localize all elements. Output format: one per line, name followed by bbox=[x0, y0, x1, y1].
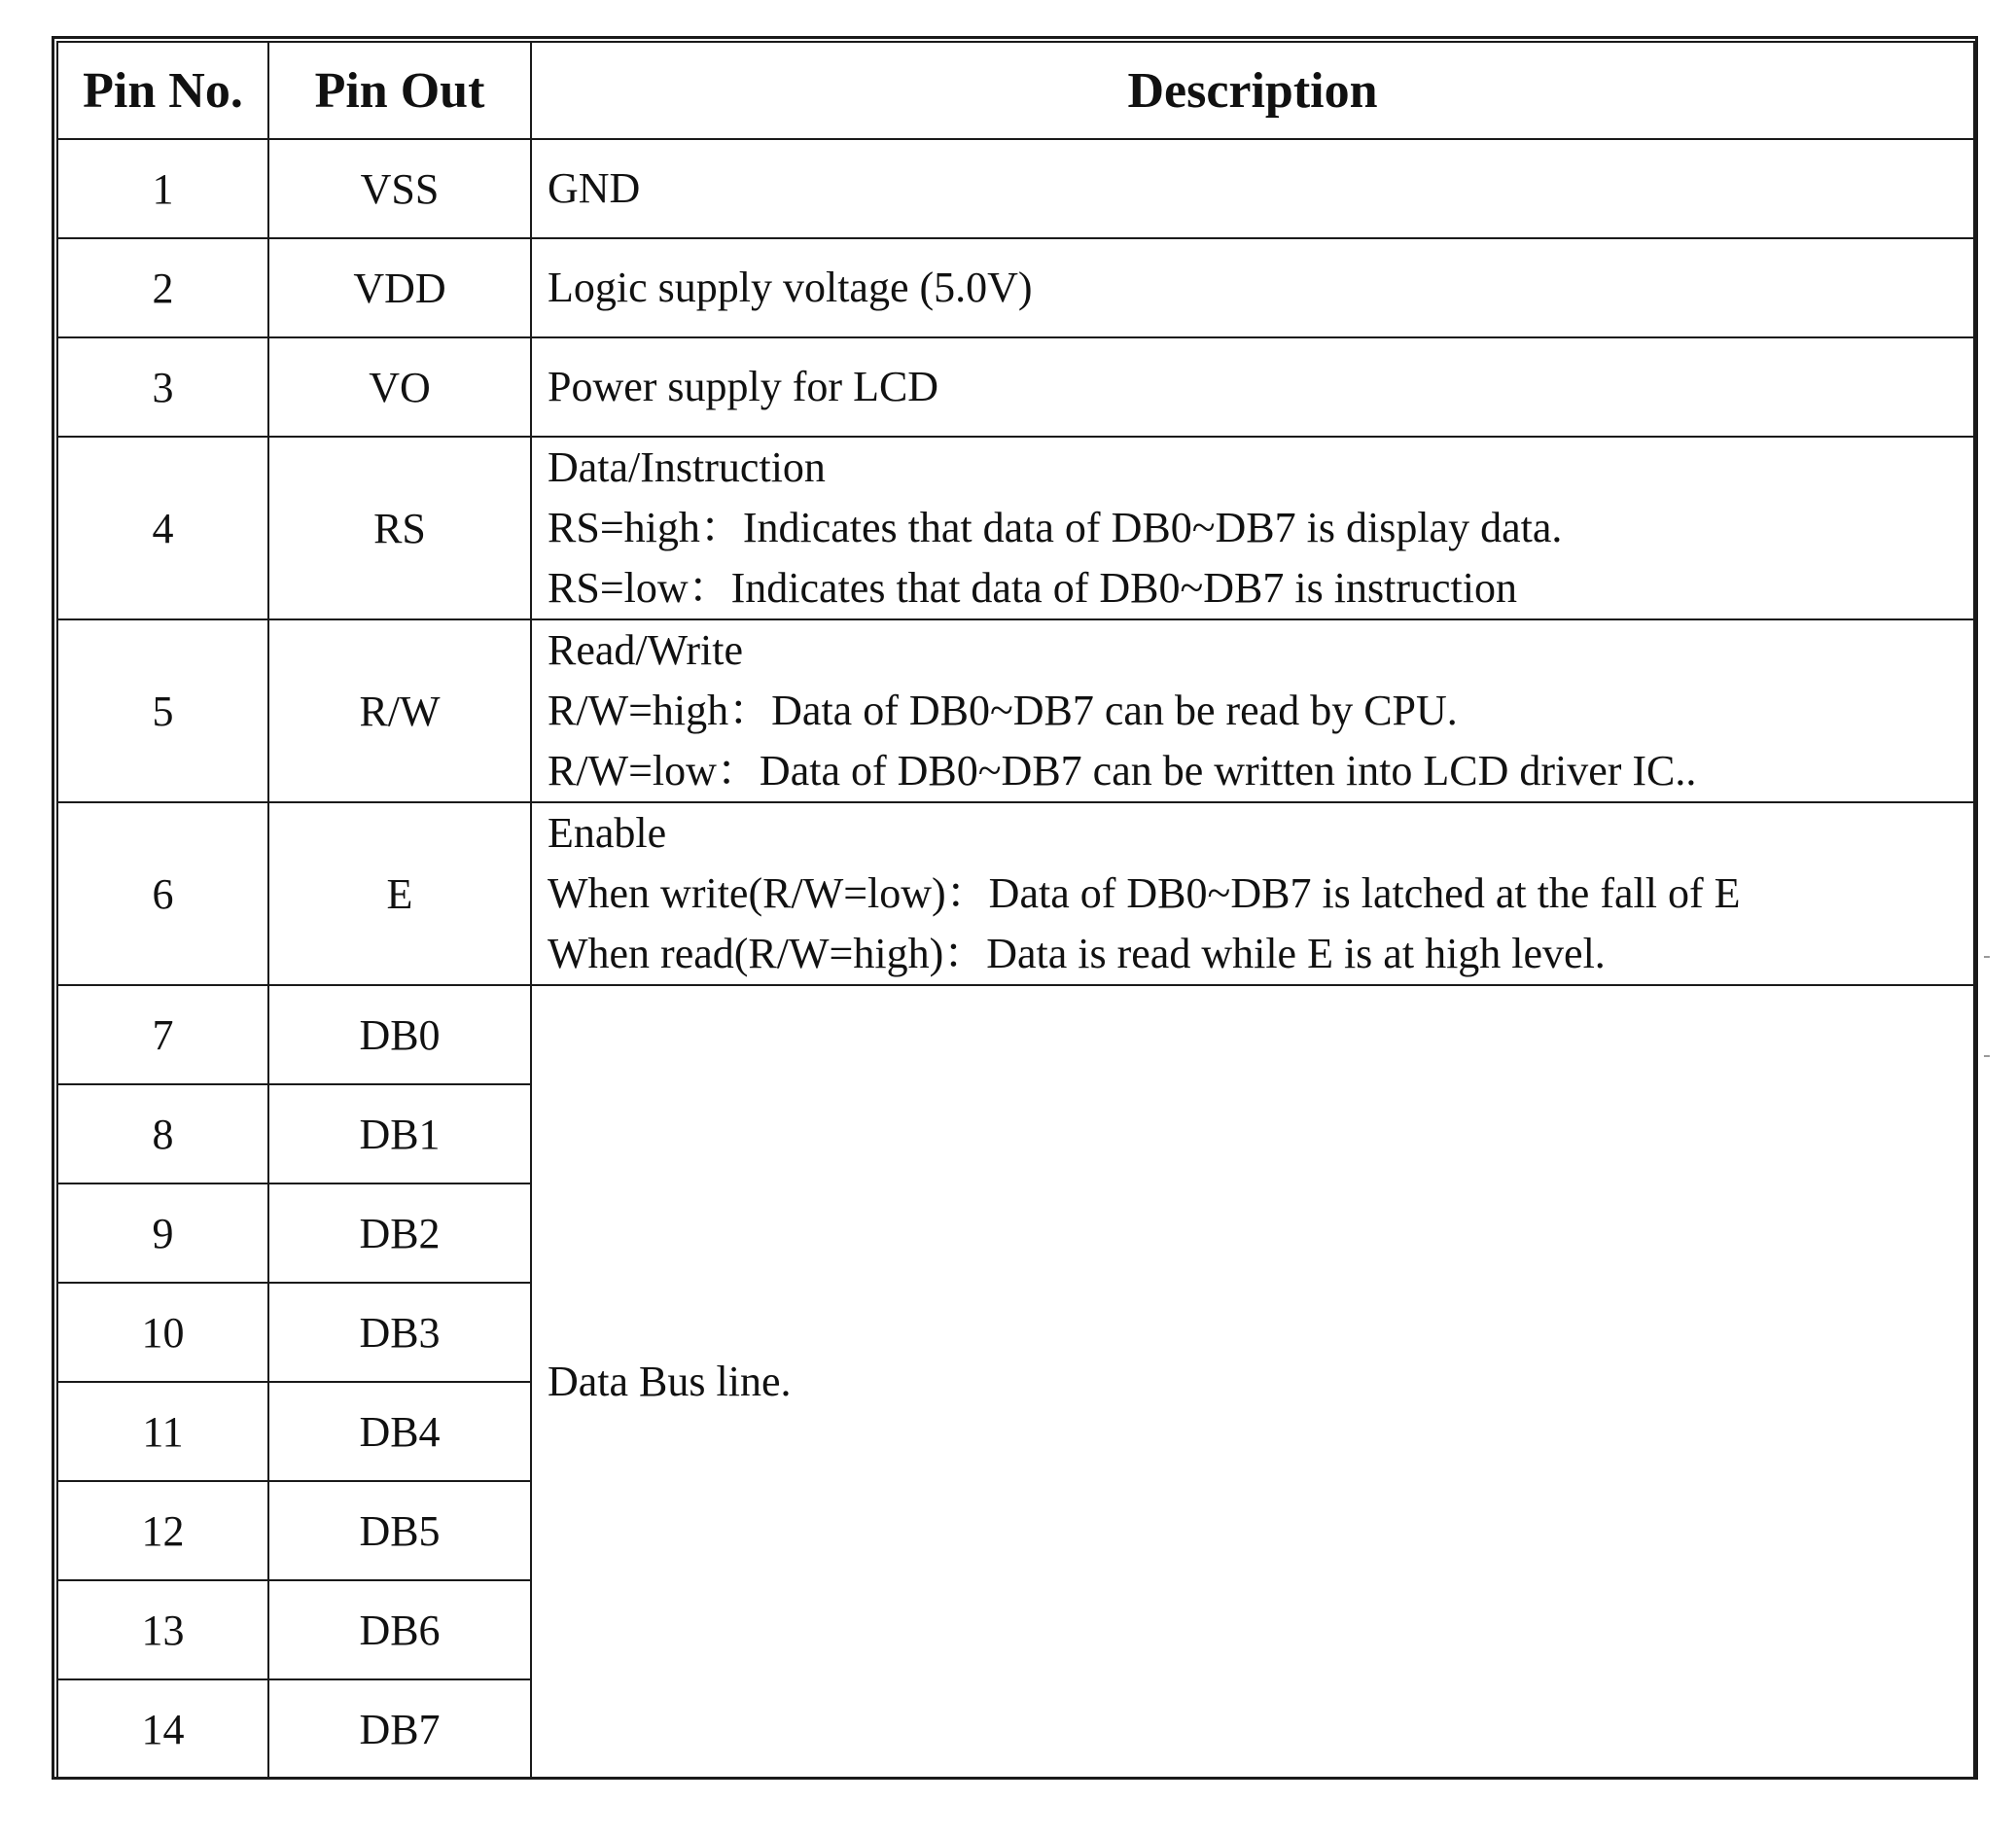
table-row bbox=[57, 337, 1974, 437]
pin-number: 9 bbox=[57, 1183, 268, 1283]
header-description: Description bbox=[531, 42, 1974, 139]
pin-description bbox=[531, 802, 1974, 985]
header-pin-out: Pin Out bbox=[268, 42, 531, 139]
pin-description bbox=[531, 437, 1974, 619]
description-line: Enable bbox=[548, 809, 667, 857]
pin-number: 7 bbox=[57, 985, 268, 1084]
pin-out: DB1 bbox=[268, 1084, 531, 1183]
pin-description bbox=[531, 139, 1974, 238]
pin-out: DB5 bbox=[268, 1481, 531, 1580]
table-row bbox=[57, 985, 1974, 1084]
table-row bbox=[57, 139, 1974, 238]
data-bus-description: Data Bus line. bbox=[531, 985, 1974, 1779]
pin-description bbox=[531, 238, 1974, 337]
pin-out: RS bbox=[268, 437, 531, 619]
description-line: Data/Instruction bbox=[548, 443, 826, 491]
description-line: Power supply for LCD bbox=[548, 363, 939, 410]
pin-number: 14 bbox=[57, 1679, 268, 1779]
description-line: R/W=low：Data of DB0~DB7 can be written into LCD driver IC.. bbox=[548, 747, 1697, 795]
description-line: When read(R/W=high)：Data is read while E is at high level. bbox=[548, 930, 1606, 977]
pin-out: DB7 bbox=[268, 1679, 531, 1779]
pin-number: 2 bbox=[57, 238, 268, 337]
pin-out: VSS bbox=[268, 139, 531, 238]
pin-number: 5 bbox=[57, 619, 268, 802]
pin-description bbox=[531, 337, 1974, 437]
pin-out: DB0 bbox=[268, 985, 531, 1084]
pin-out: DB6 bbox=[268, 1580, 531, 1679]
pin-out: VO bbox=[268, 337, 531, 437]
pin-out: VDD bbox=[268, 238, 531, 337]
pin-out: DB4 bbox=[268, 1382, 531, 1481]
pin-number: 4 bbox=[57, 437, 268, 619]
pin-out: DB2 bbox=[268, 1183, 531, 1283]
description-line: Read/Write bbox=[548, 626, 744, 674]
header-pin-no: Pin No. bbox=[57, 42, 268, 139]
pin-number: 3 bbox=[57, 337, 268, 437]
pin-out: E bbox=[268, 802, 531, 985]
table-row bbox=[57, 437, 1974, 619]
pin-number: 1 bbox=[57, 139, 268, 238]
table-row bbox=[57, 802, 1974, 985]
margin-tick-mark bbox=[1984, 956, 1990, 958]
description-line: R/W=high：Data of DB0~DB7 can be read by CPU. bbox=[548, 687, 1458, 734]
pin-number: 12 bbox=[57, 1481, 268, 1580]
description-line: When write(R/W=low)：Data of DB0~DB7 is latched at the fall of E bbox=[548, 869, 1741, 917]
description-line: Logic supply voltage (5.0V) bbox=[548, 264, 1033, 311]
description-line: RS=low：Indicates that data of DB0~DB7 is instruction bbox=[548, 564, 1517, 612]
description-line: RS=high：Indicates that data of DB0~DB7 is display data. bbox=[548, 504, 1563, 551]
pin-out: R/W bbox=[268, 619, 531, 802]
pin-description-table bbox=[56, 41, 1975, 1780]
table-header-row bbox=[57, 42, 1974, 139]
pin-number: 11 bbox=[57, 1382, 268, 1481]
margin-tick-mark bbox=[1984, 1055, 1990, 1057]
pin-number: 8 bbox=[57, 1084, 268, 1183]
pin-number: 13 bbox=[57, 1580, 268, 1679]
pin-description bbox=[531, 619, 1974, 802]
pin-number: 6 bbox=[57, 802, 268, 985]
pin-out: DB3 bbox=[268, 1283, 531, 1382]
description-line: GND bbox=[548, 164, 641, 212]
table-row bbox=[57, 238, 1974, 337]
table-row bbox=[57, 619, 1974, 802]
pin-number: 10 bbox=[57, 1283, 268, 1382]
